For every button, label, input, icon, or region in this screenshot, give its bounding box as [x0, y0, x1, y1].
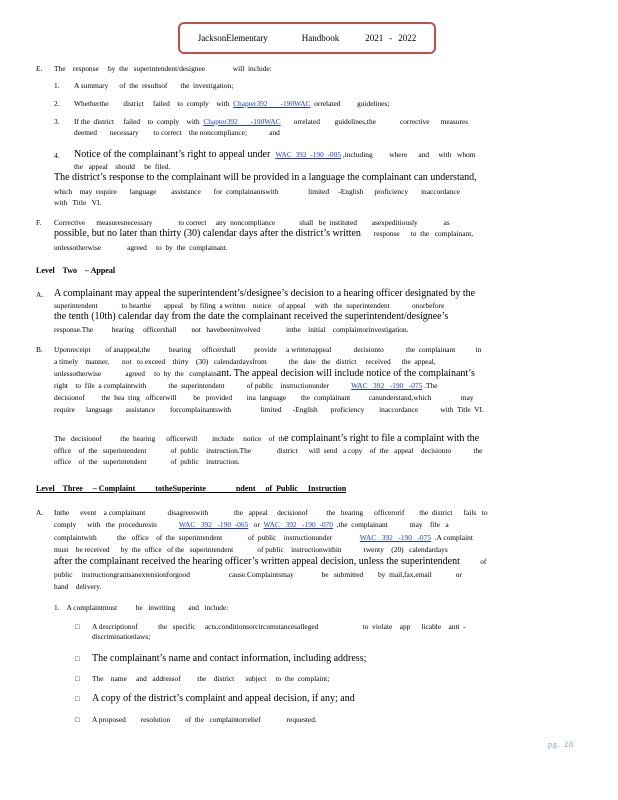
section-f-line: possible, but no later than thirty (30) calendar days after the district’s written response to the complainant, [54, 228, 474, 239]
item-number: 2. [54, 99, 60, 108]
level2-b-text: right to file a complaintwith the superintendent of public instructionunder WAC 392 -190 -075 .The [54, 381, 438, 390]
section-f-marker: F. [36, 218, 42, 227]
list-item: The name and addressof the district subject to the complaint; [92, 674, 330, 683]
item-number: 3. [54, 117, 60, 126]
level2-a-text: response.The hearing officershall not havebeeninvolved inthe initial complaintorinvestigation. [54, 325, 409, 334]
level3-a-text: public instructiongrantsanextensionforgood cause.Complaintsmay be submitted by mail,fax,email or [54, 570, 462, 579]
wac-link[interactable]: WAC 392 -190 -070 [263, 520, 333, 529]
wac-link[interactable]: WAC 392 -190 -075 [351, 381, 423, 390]
doc-name: Handbook [301, 33, 340, 43]
level2-a-marker: A. [36, 290, 44, 299]
wac-link[interactable]: Chapter392 -190WAC [203, 117, 281, 126]
year-start: 2021 [365, 33, 384, 43]
level-two-heading: Level Two – Appeal [36, 266, 116, 275]
list-item-cont: discriminationlaws; [92, 632, 151, 641]
item-text-cont: the appeal should be filed. [74, 162, 171, 171]
level3-a-text: after the complainant received the hearing officer’s written appeal decision, unless the superintendent of [54, 556, 487, 567]
item-text: If the district failed to comply with Chapter392 -190WAC orrelated guidelines,the corrective measures [74, 117, 469, 126]
checkbox-bullet-icon: □ [75, 694, 80, 703]
level3-sub1: 1. A complaintmust be inwriting and include: [54, 603, 229, 612]
language-notice-cont: with Title VI. [54, 198, 102, 207]
level3-a-text: must be received by the office of the superintendent of public instructionwithin twenty (20) calendardays [54, 545, 448, 554]
level3-a-text: hand delivery. [54, 582, 102, 591]
level2-a-text: A complainant may appeal the superintendent’s/designee’s decision to a hearing officer designated by the [54, 288, 476, 299]
level3-a-text: Inthe event a complainant disagreeswith the appeal decisionof the hearing officerorif the district fails to [54, 508, 488, 517]
year-dash: - [389, 33, 393, 43]
level2-c-text: office of the superintendent of public instruction. [54, 457, 240, 466]
level3-a-text: comply with the proceduresin WAC 392 -190 -065 or WAC 392 -190 -070 ,the complainant may file a [54, 520, 449, 529]
section-f-line: unlessotherwise agreed to by the complainant. [54, 243, 228, 252]
year-end: 2022 [398, 33, 417, 43]
level2-c-text: The decisionof the hearing officerwill include notice of the complainant’s right to file a complaint with the [54, 433, 480, 444]
wac-link[interactable]: WAC 392 -190 -065 [178, 520, 249, 529]
level2-b-text: Uponreceipt of anappeal,the hearing officershall provide a writtenappeal decisionto the complainant in [54, 345, 482, 354]
level2-b-text: decisionof the hea ring officerwill be provided ina language the complainant canunderstand,which may [54, 393, 474, 402]
checkbox-bullet-icon: □ [75, 674, 80, 683]
item-text: A summary of the resultsof the investigation; [74, 81, 234, 90]
item-text: Notice of the complainant’s right to appeal under WAC 392 -190 -005 ,including where and with whom [74, 149, 476, 160]
level2-b-text: a timely manner, not to exceed thirty (30) calendardaysfrom the date the district received the appeal, [54, 357, 436, 366]
checkbox-bullet-icon: □ [75, 622, 80, 631]
checkbox-bullet-icon: □ [75, 715, 80, 724]
level2-a-text: the tenth (10th) calendar day from the date the complainant received the superintendent/designee’s [54, 311, 449, 322]
language-notice: The district’s response to the complainant will be provided in a language the complainant can understand, [54, 172, 477, 183]
item-text-cont: deemed necessary to correct the noncompliance; and [74, 128, 280, 137]
language-notice-cont: which may require language assistance for complainantswith limited -English proficiency inaccordance [54, 187, 460, 196]
section-e-intro: The response by the superintendent/designee will include: [54, 64, 272, 73]
level2-b-marker: B. [36, 345, 43, 354]
level3-a-text: complaintwith the office of the superintendent of public instructionunder WAC 392 -190 -075 .A complaint [54, 533, 473, 542]
item-number: 4. [54, 151, 60, 160]
level2-c-text: office of the superintendent of public instruction.The district will send a copy of the appeal decisionto the [54, 446, 483, 455]
page-number: pg. 28 [548, 740, 574, 749]
list-item: A proposed resolution of the complaintorrelief requested. [92, 715, 317, 724]
list-item: A descriptionof the specific acts,conditionsorcircumstancesalleged to violate app licable anti - [92, 622, 466, 631]
list-item: A copy of the district’s complaint and appeal decision, if any; and [92, 693, 355, 704]
section-e-marker: E. [36, 64, 43, 73]
handbook-header [178, 22, 436, 54]
checkbox-bullet-icon: □ [75, 654, 80, 663]
item-text: Whetherthe district failed to comply with Chapter392 -190WAC orrelated guidelines; [74, 99, 390, 108]
wac-link[interactable]: Chapter392 -190WAC [233, 99, 311, 108]
list-item: The complainant’s name and contact information, including address; [92, 653, 367, 664]
school-name: JacksonElementary [197, 33, 268, 43]
level2-b-text: require language assistance forcomplainantswith limited -English proficiency inaccordance with Title VI. [54, 405, 484, 414]
section-f-line: Corrective measuresnecessary to correct any noncompliance shall be instituted asexpeditiously as [54, 218, 450, 227]
wac-link[interactable]: WAC 392 -190 -005 [275, 150, 342, 159]
level2-a-text: superintendent to hearthe appeal by filing a written notice of appeal with the superintendent onorbefore [54, 301, 445, 310]
level-three-heading: Level Three – Complaint totheSuperinte ndent of Public Instruction [36, 484, 347, 493]
item-number: 1. [54, 81, 60, 90]
level3-a-marker: A. [36, 508, 44, 517]
level2-b-text: unlessotherwise agreed to by the complainant. The appeal decision will include notice of the complainant’s [54, 368, 475, 379]
wac-link[interactable]: WAC 392 -190 -075 [359, 533, 432, 542]
